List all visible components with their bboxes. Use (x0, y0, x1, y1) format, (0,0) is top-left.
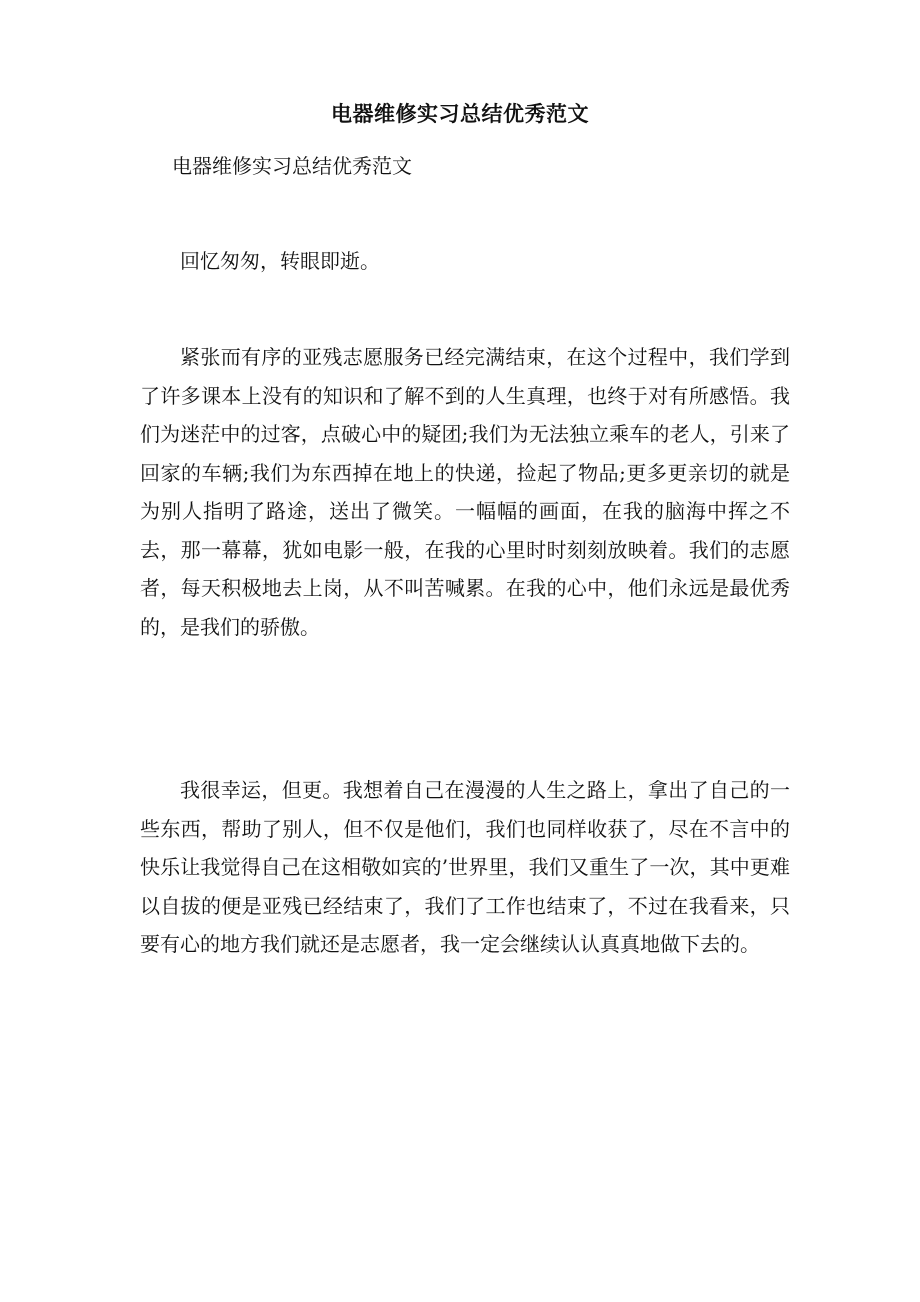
paragraph-intro: 回忆匆匆，转眼即逝。 (180, 249, 380, 273)
document-subtitle: 电器维修实习总结优秀范文 (172, 154, 412, 178)
paragraph-reflection: 我很幸运，但更。我想着自己在漫漫的人生之路上，拿出了自己的一些东西，帮助了别人，但不仅是他们，我们也同样收获了，尽在不言中的快乐让我觉得自己在这相敬如宾的’世界里，我们又重生了一次，其中更难以自拔的便是亚残已经结束了，我们了工作也结束了，不过在我看来，只要有心的地方我们就还是志愿者，我一定会继续认认真真地做下去的。 (140, 778, 790, 956)
paragraph-volunteer-service: 紧张而有序的亚残志愿服务已经完满结束，在这个过程中，我们学到了许多课本上没有的知识和了解不到的人生真理，也终于对有所感悟。我们为迷茫中的过客，点破心中的疑团;我们为无法独立乘车的老人，引来了回家的车辆;我们为东西掉在地上的快递，捡起了物品;更多更亲切的就是为别人指明了路途，送出了微笑。一幅幅的画面，在我的脑海中挥之不去，那一幕幕，犹如电影一般，在我的心里时时刻刻放映着。我们的志愿者，每天积极地去上岗，从不叫苦喊累。在我的心中，他们永远是最优秀的，是我们的骄傲。 (140, 345, 790, 639)
document-title: 电器维修实习总结优秀范文 (331, 101, 589, 126)
